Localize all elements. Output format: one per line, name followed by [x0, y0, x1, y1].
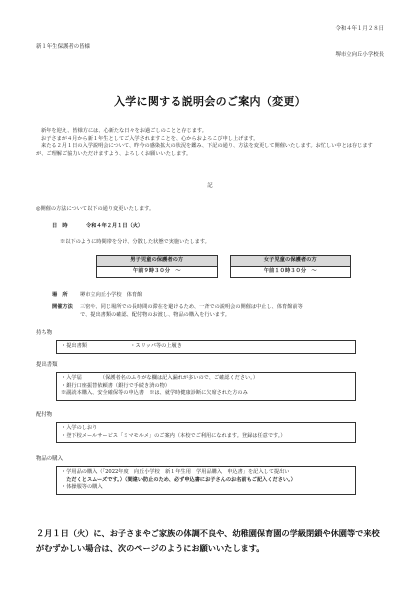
buppin-item: ・体操服等の購入: [61, 484, 103, 491]
method-line-2: で、提出書類の確認、配付物のお渡し、物品の購入を行います。: [80, 311, 230, 318]
boys-time: 午前９時３０分 ～: [97, 267, 218, 278]
schedule-date: 令和４年２月１日（火）: [86, 223, 144, 229]
mochimono-item: ・提出書類: [61, 343, 87, 349]
buppin-title: 物品の購入: [36, 456, 63, 462]
place-value: 堺市立向丘小学校 体育館: [80, 292, 143, 298]
buppin-item: ・学用品の購入（「2022年度 向丘小学校 新１年生用 学用品購入 申込書」を記入して提出い: [61, 469, 290, 475]
time-slot-table: [96, 255, 351, 278]
girls-time: 午前１０時３０分 ～: [230, 267, 351, 278]
buppin-box: [56, 466, 356, 495]
addressee: 新１年生保護者の皆様: [36, 44, 90, 50]
girls-header: 女子児童の保護者の方: [230, 256, 351, 267]
body-paragraph-2: お子さまが４月から新１年生としてご入学されますことを、心からおよろこび申し上げます。: [41, 135, 259, 142]
method-line-1: 三密や、同じ場所での長時間の滞在を避けるため、一斉での説明会の開催は中止し、体育館前等: [80, 304, 303, 310]
schedule-label: 日 時: [52, 223, 68, 229]
place-label: 場 所: [52, 292, 68, 298]
teishutsu-title: 提出書類: [36, 362, 58, 368]
buppin-item: ただくとスムーズです。）（間違い防止のため、必ず申込書にお子さんのお名前もご記入ください。）: [61, 476, 296, 483]
page-title: 入学に関する説明会のご案内（変更）: [113, 95, 307, 108]
body-paragraph-3: 来たる２月１日の入学説明会について、昨今の感染拡大の状況を鑑み、下記の通り、方法を変更して開催いたします。お忙しい中とは存じますが、ご理解ご協力いただけますよう、よろしくお願いいたします。: [36, 143, 373, 157]
schedule-note: ※以下のように時間帯を分け、分散した状態で実施いたします。: [60, 239, 210, 245]
mochimono-item: ・スリッパ等の上履き: [130, 343, 182, 349]
greeting-body: [36, 128, 380, 158]
boys-header: 男子児童の保護者の方: [97, 256, 218, 267]
absence-notice: ２月１日（火）に、お子さまやご家族の体調不良や、幼稚園保育園の学級閉鎖や休園等で来校がむずかしい場合は、次のページのようにお願いいたします。: [36, 528, 380, 554]
teishutsu-item: ・銀行口座振替依頼書（銀行で手続き済の物）: [61, 382, 170, 389]
teishutsu-item: ※副読本購入、安全確保等の申込書 ※は、就学時健康診断に欠席された方のみ: [61, 390, 248, 397]
haifu-title: 配付物: [36, 412, 53, 418]
method-row: [52, 304, 372, 319]
sender: 堺市立向丘小学校長: [335, 52, 384, 58]
schedule-row: [52, 223, 143, 231]
teishutsu-box: [56, 372, 356, 401]
teishutsu-item: ・入学届 （保護者名のふりがな欄は記入漏れが多いので、ご確認ください。）: [61, 375, 259, 381]
body-paragraph-1: 新年を迎え、皆様方には、心新たな日々をお過ごしのことと存じます。: [41, 128, 207, 134]
mochimono-title: 持ち物: [36, 330, 53, 336]
haifu-item: ・入学のしおり: [61, 425, 98, 431]
method-label: 開催方法: [52, 304, 73, 310]
issue-date: 令和４年１月２８日: [335, 26, 384, 32]
place-row: [52, 292, 142, 300]
haifu-item: ・登下校メールサービス「ミマモルメ」のご案内（本校でご利用になれます。登録は任意です。）: [61, 432, 286, 439]
haifu-box: [56, 422, 356, 443]
ki-heading: 記: [207, 183, 213, 189]
mochimono-box: [56, 340, 356, 354]
change-intro: ◎開催の方法について以下の通り変更いたします。: [36, 206, 155, 212]
